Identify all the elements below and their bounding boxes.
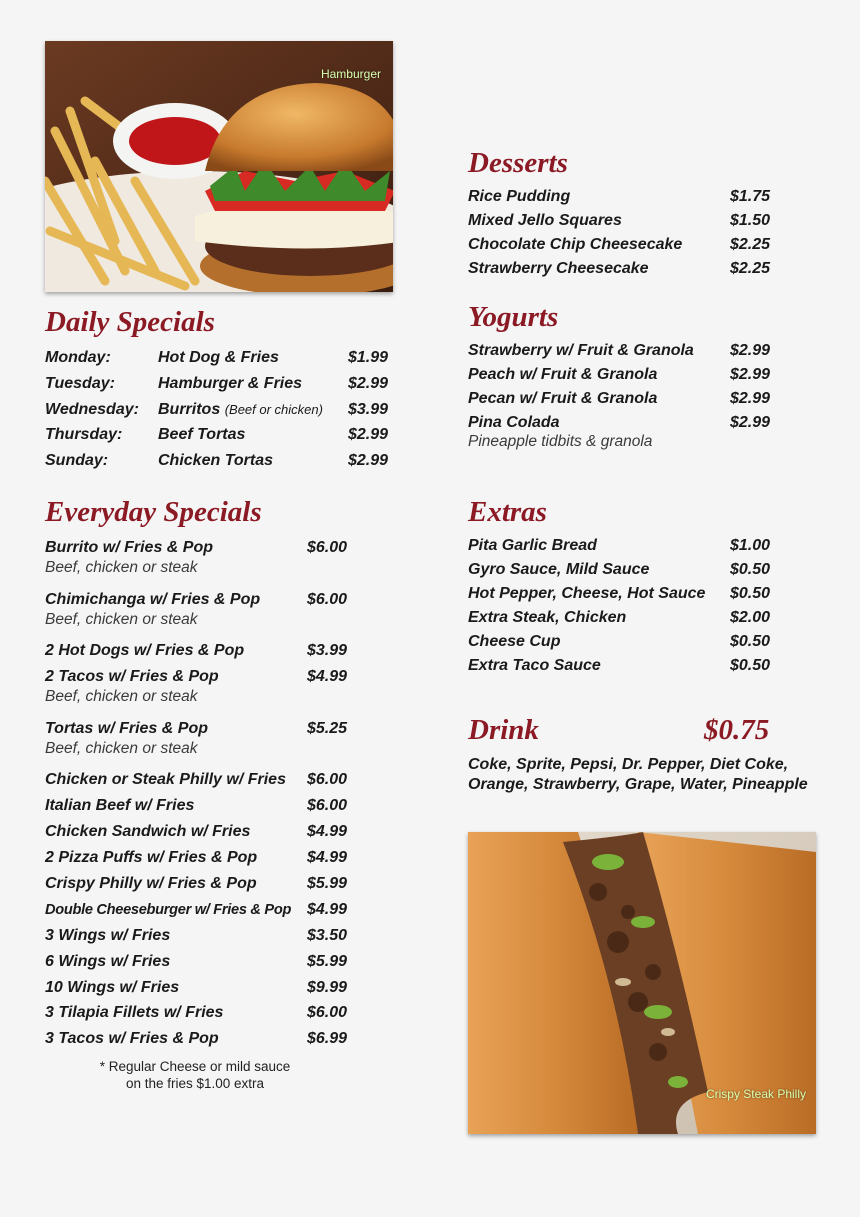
yogurt-sub: Pineapple tidbits & granola <box>468 433 653 450</box>
daily-name-text: Burritos <box>158 401 221 418</box>
daily-name-note: (Beef or chicken) <box>224 402 323 417</box>
everyday-name: Burrito w/ Fries & Pop <box>45 539 214 556</box>
yogurt-price: $2.99 <box>730 414 771 431</box>
extra-name: Extra Steak, Chicken <box>468 609 627 626</box>
dessert-price: $1.75 <box>730 188 771 205</box>
desserts-heading: Desserts <box>468 147 568 179</box>
everyday-name: 2 Hot Dogs w/ Fries & Pop <box>45 642 245 659</box>
everyday-price: $4.99 <box>307 823 348 840</box>
hamburger-photo <box>45 41 393 292</box>
daily-price: $1.99 <box>348 349 389 366</box>
daily-day: Thursday: <box>45 426 123 443</box>
extra-name: Pita Garlic Bread <box>468 537 597 554</box>
everyday-name: 2 Tacos w/ Fries & Pop <box>45 668 219 685</box>
everyday-price: $5.25 <box>307 720 348 737</box>
drink-heading: Drink <box>468 714 539 746</box>
everyday-footnote <box>70 1058 320 1092</box>
dessert-name: Chocolate Chip Cheesecake <box>468 236 683 253</box>
everyday-price: $4.99 <box>307 668 348 685</box>
everyday-sub: Beef, chicken or steak <box>45 688 198 705</box>
everyday-name: Chicken Sandwich w/ Fries <box>45 823 251 840</box>
extras-heading: Extras <box>468 496 547 528</box>
everyday-price: $6.99 <box>307 1030 348 1047</box>
everyday-price: $4.99 <box>307 849 348 866</box>
daily-name: Hamburger & Fries <box>158 375 303 392</box>
everyday-price: $5.99 <box>307 953 348 970</box>
everyday-name: Crispy Philly w/ Fries & Pop <box>45 875 257 892</box>
footnote-line: on the fries $1.00 extra <box>125 1076 265 1091</box>
extra-name: Gyro Sauce, Mild Sauce <box>468 561 650 578</box>
yogurt-price: $2.99 <box>730 390 771 407</box>
extra-name: Hot Pepper, Cheese, Hot Sauce <box>468 585 706 602</box>
everyday-sub: Beef, chicken or steak <box>45 559 198 576</box>
daily-name <box>158 399 323 421</box>
daily-price: $2.99 <box>348 452 389 469</box>
everyday-name: 3 Tacos w/ Fries & Pop <box>45 1030 219 1047</box>
dessert-price: $1.50 <box>730 212 771 229</box>
extra-price: $0.50 <box>730 657 771 674</box>
daily-price: $2.99 <box>348 426 389 443</box>
extra-price: $0.50 <box>730 561 771 578</box>
daily-price: $3.99 <box>348 401 389 418</box>
philly-caption: Crispy Steak Philly <box>705 1087 806 1101</box>
dessert-price: $2.25 <box>730 260 771 277</box>
everyday-name: 3 Tilapia Fillets w/ Fries <box>45 1004 224 1021</box>
everyday-sub: Beef, chicken or steak <box>45 740 198 757</box>
everyday-name: Double Cheeseburger w/ Fries & Pop <box>45 902 292 918</box>
extra-name: Cheese Cup <box>468 633 561 650</box>
extra-name: Extra Taco Sauce <box>468 657 601 674</box>
daily-day: Monday: <box>45 349 111 366</box>
everyday-price: $9.99 <box>307 979 348 996</box>
daily-day: Sunday: <box>45 452 109 469</box>
daily-day: Tuesday: <box>45 375 115 392</box>
dessert-name: Rice Pudding <box>468 188 571 205</box>
daily-name: Chicken Tortas <box>158 452 273 469</box>
extra-price: $0.50 <box>730 633 771 650</box>
daily-price: $2.99 <box>348 375 389 392</box>
hamburger-caption: Hamburger <box>320 67 381 81</box>
yogurt-name: Strawberry w/ Fruit & Granola <box>468 342 694 359</box>
everyday-price: $6.00 <box>307 591 348 608</box>
everyday-name: Italian Beef w/ Fries <box>45 797 195 814</box>
everyday-price: $4.99 <box>307 901 348 918</box>
daily-name: Hot Dog & Fries <box>158 349 279 366</box>
dessert-name: Strawberry Cheesecake <box>468 260 649 277</box>
daily-day: Wednesday: <box>45 401 139 418</box>
extra-price: $2.00 <box>730 609 771 626</box>
extra-price: $0.50 <box>730 585 771 602</box>
yogurt-name: Peach w/ Fruit & Granola <box>468 366 658 383</box>
everyday-name: 2 Pizza Puffs w/ Fries & Pop <box>45 849 258 866</box>
everyday-specials-heading: Everyday Specials <box>45 496 262 528</box>
yogurt-price: $2.99 <box>730 342 771 359</box>
everyday-name: 3 Wings w/ Fries <box>45 927 171 944</box>
everyday-price: $3.50 <box>307 927 348 944</box>
drink-price: $0.75 <box>704 714 770 746</box>
daily-name: Beef Tortas <box>158 426 246 443</box>
everyday-sub: Beef, chicken or steak <box>45 611 198 628</box>
everyday-price: $5.99 <box>307 875 348 892</box>
everyday-name: Chicken or Steak Philly w/ Fries <box>45 771 286 788</box>
yogurt-name: Pecan w/ Fruit & Granola <box>468 390 658 407</box>
everyday-price: $6.00 <box>307 771 348 788</box>
yogurt-price: $2.99 <box>730 366 771 383</box>
dessert-name: Mixed Jello Squares <box>468 212 622 229</box>
daily-specials-heading: Daily Specials <box>45 306 215 338</box>
everyday-price: $6.00 <box>307 539 348 556</box>
everyday-price: $6.00 <box>307 797 348 814</box>
footnote-line: * Regular Cheese or mild sauce <box>99 1059 291 1074</box>
yogurts-heading: Yogurts <box>468 301 559 333</box>
dessert-price: $2.25 <box>730 236 771 253</box>
everyday-price: $6.00 <box>307 1004 348 1021</box>
extra-price: $1.00 <box>730 537 771 554</box>
everyday-price: $3.99 <box>307 642 348 659</box>
drink-list-line: Orange, Strawberry, Grape, Water, Pineapple <box>468 776 808 793</box>
drink-list-line: Coke, Sprite, Pepsi, Dr. Pepper, Diet Coke, <box>468 756 789 773</box>
everyday-name: 10 Wings w/ Fries <box>45 979 180 996</box>
crispy-steak-philly-photo <box>468 832 816 1134</box>
everyday-name: 6 Wings w/ Fries <box>45 953 171 970</box>
yogurt-name: Pina Colada <box>468 414 560 431</box>
everyday-name: Tortas w/ Fries & Pop <box>45 720 208 737</box>
everyday-name: Chimichanga w/ Fries & Pop <box>45 591 261 608</box>
